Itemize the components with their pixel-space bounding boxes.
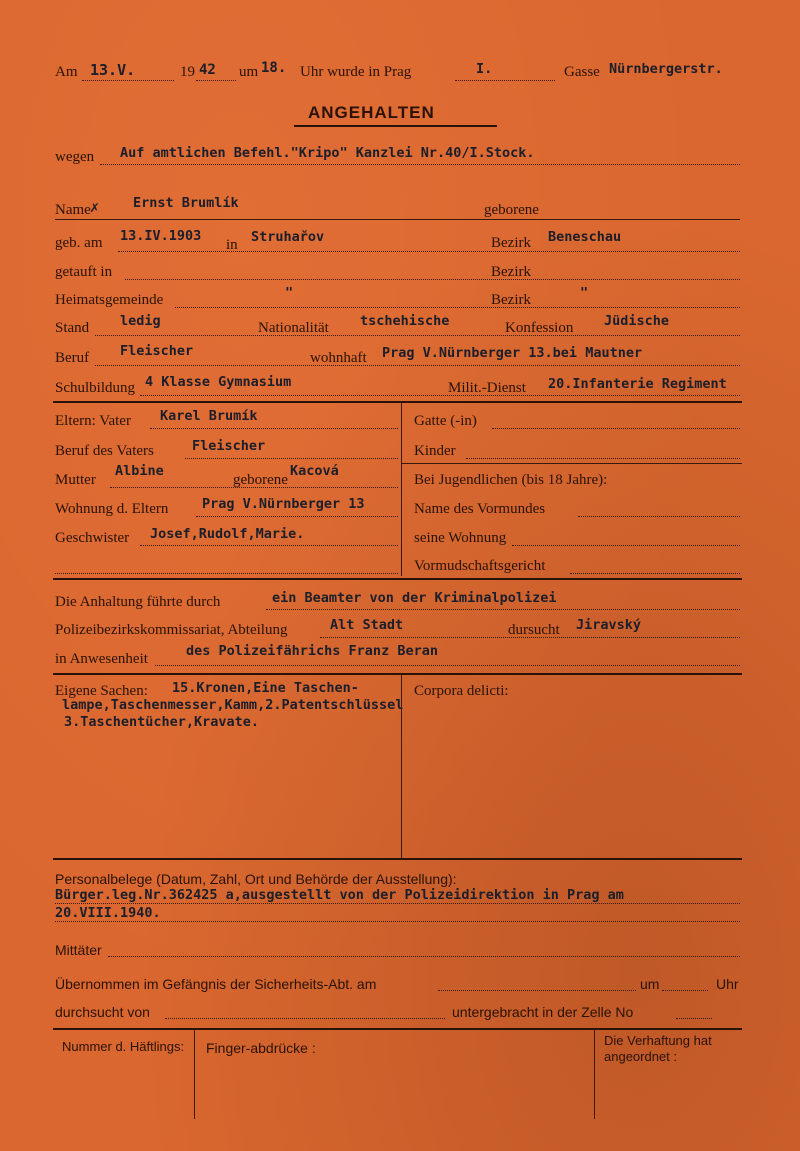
- uhr-label-2: Uhr: [716, 976, 739, 992]
- nummer-label: Nummer d. Häftlings:: [62, 1039, 185, 1054]
- mittaeter-label: Mittäter: [55, 942, 102, 958]
- uebernommen-line: [438, 990, 636, 991]
- birth-date: 13.IV.1903: [120, 228, 202, 244]
- finger-label: Finger-abdrücke :: [206, 1040, 316, 1056]
- belege-line-2: 20.VIII.1940.: [55, 905, 161, 921]
- vormundschaft-line: [570, 573, 740, 574]
- sachen-line-1: 15.Kronen,Eine Taschen-: [172, 680, 359, 696]
- beruf-label: Beruf: [55, 350, 90, 366]
- name-label: Name: [55, 202, 91, 218]
- wohnhaft-label: wohnhaft: [310, 350, 367, 366]
- heimat-line: [175, 307, 740, 308]
- district-line: [455, 80, 555, 81]
- belege-line-1: Bürger.leg.Nr.362425 a,ausgestellt von der Polizeidirektion in Prag am: [55, 887, 624, 903]
- wohnhaft-value: Prag V.Nürnberger 13.bei Mautner: [382, 345, 643, 361]
- verhaftung-label-1: Die Verhaftung hat: [604, 1033, 712, 1048]
- nationalitaet-value: tschehische: [360, 313, 450, 329]
- arrest-district: I.: [476, 61, 493, 77]
- am-label: Am: [55, 64, 78, 80]
- anwesenheit-label: in Anwesenheit: [55, 651, 148, 667]
- militaer-label: Milit.-Dienst: [448, 380, 526, 396]
- beruf-value: Fleischer: [120, 343, 194, 359]
- bezirk-label-3: Bezirk: [491, 292, 531, 308]
- durch-line: [266, 609, 740, 610]
- kinder-label: Kinder: [414, 443, 456, 459]
- name-mark: ✗: [90, 198, 100, 216]
- heimat-value: ": [285, 285, 294, 301]
- mutter-geborene-label: geborene: [233, 472, 288, 488]
- belege-rule-2: [55, 921, 740, 922]
- in-label: in: [226, 237, 238, 253]
- section-rule-documents: [53, 858, 742, 860]
- section-rule-property: [53, 673, 742, 675]
- vormund-wohnung-line: [512, 545, 740, 546]
- anwesenheit-line: [155, 665, 740, 666]
- abteilung-value: Alt Stadt: [330, 617, 404, 633]
- sachen-line-2: lampe,Taschenmesser,Kamm,2.Patentschlüssel: [62, 697, 404, 713]
- zelle-label: untergebracht in der Zelle No: [452, 1004, 634, 1020]
- beruf-vater-label: Beruf des Vaters: [55, 443, 154, 459]
- section-rule-footer: [53, 1028, 742, 1030]
- vater-label: Eltern: Vater: [55, 413, 131, 429]
- durchsucht-line: [165, 1018, 445, 1019]
- belege-rule-1: [55, 903, 740, 904]
- um-label-2: um: [640, 976, 660, 992]
- zelle-line: [676, 1018, 712, 1019]
- dursucht-value: Jiravský: [576, 617, 642, 633]
- gatte-label: Gatte (-in): [414, 413, 477, 429]
- jugend-label: Bei Jugendlichen (bis 18 Jahre):: [414, 472, 608, 488]
- mittaeter-line: [108, 956, 740, 957]
- mutter-value: Albine: [115, 463, 164, 479]
- arrest-year: 42: [199, 62, 216, 78]
- durchsucht-label: durchsucht von: [55, 1004, 150, 1020]
- section-rule-family: [53, 401, 742, 403]
- durch-label: Die Anhaltung führte durch: [55, 594, 221, 610]
- getauft-line: [125, 279, 740, 280]
- um-label: um: [239, 64, 259, 80]
- uhr-label: Uhr wurde in Prag: [300, 64, 412, 80]
- nationalitaet-label: Nationalität: [258, 320, 329, 336]
- name-line: [55, 219, 740, 220]
- heimat-bezirk-value: ": [580, 285, 589, 301]
- sachen-label: Eigene Sachen:: [55, 683, 148, 699]
- family-divider: [401, 402, 402, 576]
- title-underline: [294, 125, 497, 127]
- sachen-line-3: 3.Taschentücher,Kravate.: [64, 714, 260, 730]
- militaer-value: 20.Infanterie Regiment: [548, 376, 727, 392]
- arrest-street: Nürnbergerstr.: [609, 61, 723, 77]
- geb-line: [118, 251, 740, 252]
- konfession-label: Konfession: [505, 320, 574, 336]
- wohnung-value: Prag V.Nürnberger 13: [202, 496, 365, 512]
- person-name: Ernst Brumlík: [133, 195, 239, 211]
- birth-district: Beneschau: [548, 229, 622, 245]
- schulbildung-line: [140, 395, 740, 396]
- wegen-label: wegen: [55, 149, 95, 165]
- kommissariat-line: [320, 637, 740, 638]
- bezirk-label-1: Bezirk: [491, 235, 531, 251]
- verhaftung-label-2: angeordnet :: [604, 1049, 678, 1064]
- anwesenheit-value: des Polizeifährichs Franz Beran: [186, 643, 438, 659]
- vormund-wohnung-label: seine Wohnung: [414, 530, 507, 546]
- mutter-label: Mutter: [55, 472, 96, 488]
- gasse-label: Gasse: [564, 64, 600, 80]
- jugend-box-top: [401, 463, 742, 464]
- belege-label: Personalbelege (Datum, Zahl, Ort und Behörde der Ausstellung):: [55, 871, 457, 887]
- year-prefix: 19: [180, 64, 195, 80]
- geschwister-line: [140, 545, 398, 546]
- arrest-reason: Auf amtlichen Befehl."Kripo" Kanzlei Nr.40/I.Stock.: [120, 145, 535, 161]
- stand-value: ledig: [120, 313, 161, 329]
- vater-value: Karel Brumík: [160, 408, 258, 424]
- gatte-line: [492, 428, 740, 429]
- mutter-geb-value: Kacová: [290, 463, 339, 479]
- date-line: [82, 80, 174, 81]
- footer-divider-1: [194, 1029, 195, 1119]
- vormund-label: Name des Vormundes: [414, 501, 546, 517]
- form-title: ANGEHALTEN: [308, 103, 435, 122]
- kommissariat-label: Polizeibezirkskommissariat, Abteilung: [55, 622, 288, 638]
- beruf-vater-line: [185, 458, 398, 459]
- dursucht-label: dursucht: [508, 622, 560, 638]
- stand-label: Stand: [55, 320, 90, 336]
- wegen-line: [100, 164, 740, 165]
- schulbildung-label: Schulbildung: [55, 380, 136, 396]
- schulbildung-value: 4 Klasse Gymnasium: [145, 374, 292, 390]
- geb-am-label: geb. am: [55, 235, 103, 251]
- beruf-line: [95, 365, 740, 366]
- corpora-label: Corpora delicti:: [414, 683, 509, 699]
- vormundschaft-label: Vormudschaftsgericht: [414, 558, 546, 574]
- kinder-line: [466, 458, 740, 459]
- year-line: [196, 80, 236, 81]
- bezirk-label-2: Bezirk: [491, 264, 531, 280]
- mutter-line: [110, 487, 398, 488]
- stand-line: [95, 335, 740, 336]
- wohnung-label: Wohnung d. Eltern: [55, 501, 169, 517]
- konfession-value: Jüdische: [604, 313, 670, 329]
- footer-divider-2: [594, 1029, 595, 1119]
- geborene-label: geborene: [484, 202, 539, 218]
- geschwister-label: Geschwister: [55, 530, 130, 546]
- section-rule-arrest: [53, 578, 742, 580]
- um-line: [662, 990, 708, 991]
- vormund-line: [578, 516, 740, 517]
- uebernommen-label: Übernommen im Gefängnis der Sicherheits-Abt. am: [55, 976, 377, 992]
- arrest-hour: 18.: [261, 60, 287, 76]
- vater-line: [150, 428, 398, 429]
- wohnung-line: [196, 516, 398, 517]
- birth-place: Struhařov: [251, 229, 325, 245]
- heimat-label: Heimatsgemeinde: [55, 292, 164, 308]
- beruf-vater-value: Fleischer: [192, 438, 266, 454]
- durch-value: ein Beamter von der Kriminalpolizei: [272, 590, 557, 606]
- getauft-label: getauft in: [55, 264, 113, 280]
- geschwister-line-2: [55, 573, 398, 574]
- geschwister-value: Josef,Rudolf,Marie.: [150, 526, 305, 542]
- arrest-day: 13.V.: [90, 61, 136, 79]
